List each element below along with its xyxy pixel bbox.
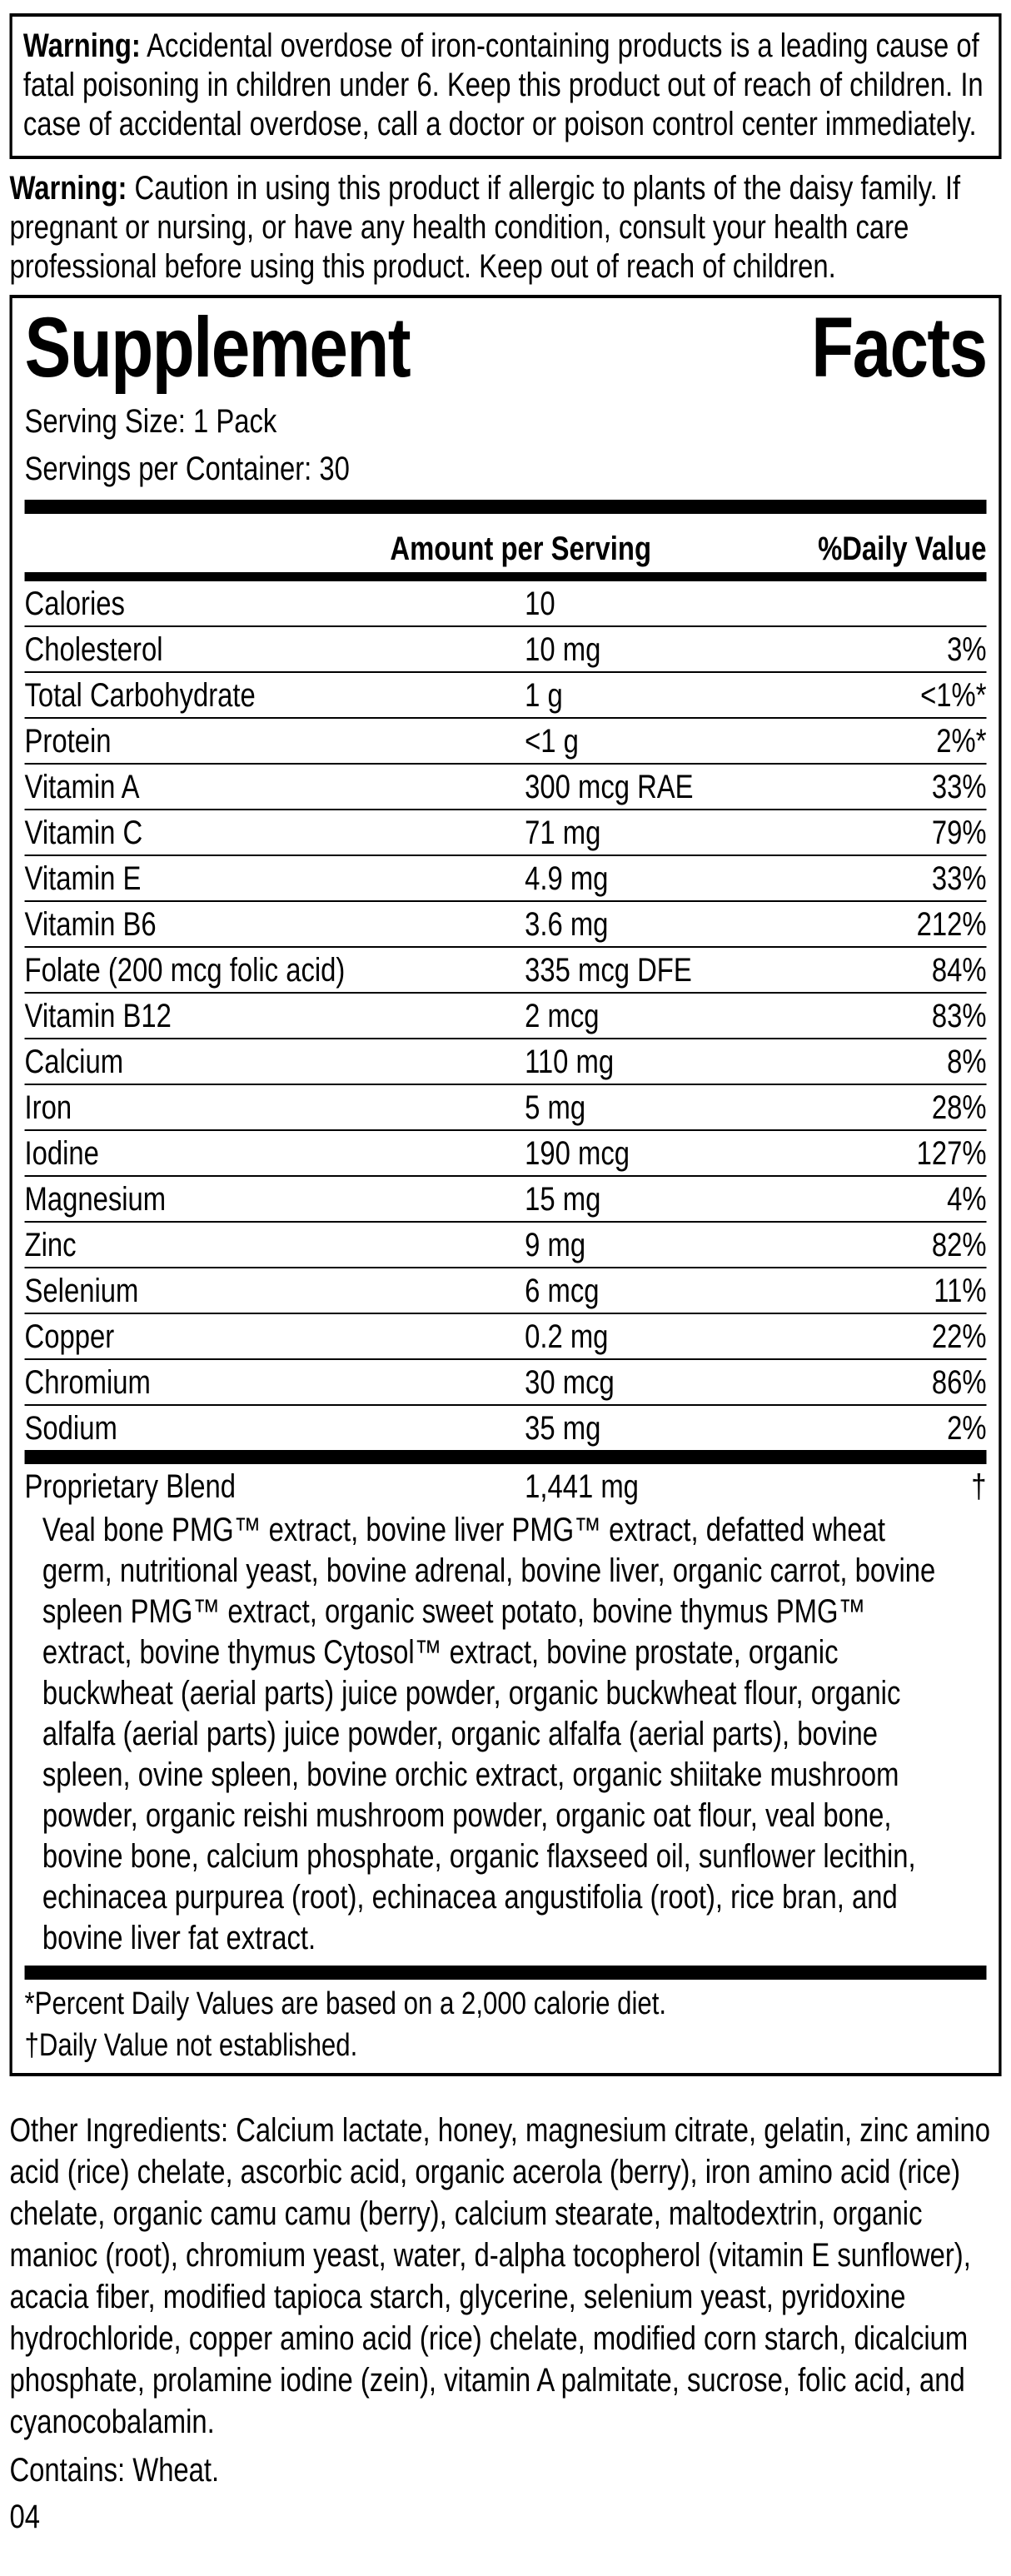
table-row [25, 994, 987, 1039]
table-row [25, 902, 987, 948]
nutrient-table [25, 581, 987, 1450]
table-row [25, 673, 987, 719]
nutrient-daily-value: 22% [931, 1318, 987, 1355]
nutrient-daily-value: 127% [916, 1135, 987, 1172]
nutrient-amount: 0.2 mg [525, 1318, 609, 1355]
divider-bar-medium [25, 572, 987, 581]
table-row [25, 1360, 987, 1406]
nutrient-daily-value: 28% [931, 1089, 987, 1126]
nutrient-daily-value: † [971, 1468, 987, 1505]
nutrient-daily-value: 8% [947, 1044, 987, 1080]
table-row [25, 719, 987, 765]
nutrient-amount: 30 mcg [525, 1364, 615, 1401]
table-row [25, 856, 987, 902]
nutrient-amount: 35 mg [525, 1410, 601, 1447]
nutrient-daily-value: 11% [934, 1273, 987, 1309]
nutrient-daily-value: 33% [931, 769, 987, 805]
nutrient-amount: 15 mg [525, 1181, 601, 1218]
divider-bar-thick [25, 1966, 987, 1980]
table-row [25, 1131, 987, 1177]
nutrient-daily-value: 2% [947, 1410, 987, 1447]
servings-per-container: Servings per Container: 30 [24, 451, 350, 487]
nutrient-name: Protein [24, 723, 112, 760]
nutrient-name: Calcium [24, 1044, 124, 1080]
nutrient-name: Iron [24, 1089, 72, 1126]
footnote-dagger: †Daily Value not established. [24, 2028, 358, 2063]
nutrient-name: Vitamin B12 [24, 998, 172, 1034]
footnote-percent-dv: *Percent Daily Values are based on a 2,000 calorie diet. [24, 1986, 667, 2021]
panel-title [25, 301, 987, 393]
daily-value-column-header: %Daily Value [818, 531, 987, 567]
nutrient-daily-value: 4% [947, 1181, 987, 1218]
table-row [25, 1223, 987, 1268]
nutrient-name: Proprietary Blend [24, 1468, 237, 1505]
table-row [25, 1177, 987, 1223]
table-column-header [25, 514, 987, 572]
nutrient-amount: 3.6 mg [525, 906, 609, 943]
nutrient-name: Iodine [24, 1135, 99, 1172]
nutrient-amount: 335 mcg DFE [525, 952, 692, 989]
amount-column-header: Amount per Serving [390, 531, 651, 567]
warning-body: Accidental overdose of iron-containing products is a leading cause of fatal poisoning in children under 6. Keep this product out of reach of children. In case of accidental overdose, call a doctor or poison control center immediately. [22, 27, 984, 142]
nutrient-amount: 5 mg [525, 1089, 586, 1126]
nutrient-daily-value: 84% [931, 952, 987, 989]
nutrient-amount: 190 mcg [525, 1135, 630, 1172]
nutrient-name: Zinc [24, 1227, 77, 1263]
nutrient-amount: 71 mg [525, 815, 601, 851]
nutrient-amount: 2 mcg [525, 998, 600, 1034]
serving-size: Serving Size: 1 Pack [24, 403, 277, 440]
panel-title-word-1: Supplement [24, 300, 410, 395]
table-row [25, 1406, 987, 1450]
nutrient-daily-value: <1%* [920, 677, 987, 714]
allergy-warning-text [9, 169, 1001, 286]
table-row [25, 1085, 987, 1131]
nutrient-amount: 1 g [525, 677, 563, 714]
nutrient-name: Copper [24, 1318, 115, 1355]
nutrient-daily-value: 212% [916, 906, 987, 943]
nutrient-name: Cholesterol [24, 631, 163, 668]
table-row [25, 810, 987, 856]
nutrient-name: Vitamin B6 [24, 906, 157, 943]
nutrient-name: Selenium [24, 1273, 139, 1309]
nutrient-daily-value: 82% [931, 1227, 987, 1263]
nutrient-daily-value: 33% [931, 860, 987, 897]
nutrient-daily-value: 2%* [936, 723, 987, 760]
nutrient-daily-value: 83% [931, 998, 987, 1034]
iron-warning-text [23, 27, 988, 144]
footnotes [25, 1980, 987, 2073]
contains-statement: Contains: Wheat. [9, 2452, 220, 2489]
panel-title-word-2: Facts [811, 300, 987, 395]
nutrient-amount: 110 mg [525, 1044, 615, 1080]
nutrient-name: Vitamin E [24, 860, 142, 897]
warning-label: Warning: [22, 27, 141, 64]
iron-warning-box [9, 13, 1001, 159]
supplement-facts-panel [9, 295, 1001, 2076]
divider-bar-thick [25, 500, 987, 514]
divider-bar-thick [25, 1450, 987, 1464]
table-row [25, 1314, 987, 1360]
nutrient-daily-value: 86% [931, 1364, 987, 1401]
nutrient-name: Chromium [24, 1364, 151, 1401]
warning-label: Warning: [9, 170, 127, 207]
table-row [25, 948, 987, 994]
table-row [25, 581, 987, 627]
table-row [25, 1039, 987, 1085]
nutrient-name: Sodium [24, 1410, 117, 1447]
nutrient-name: Magnesium [24, 1181, 167, 1218]
nutrient-daily-value: 79% [931, 815, 987, 851]
table-row [25, 627, 987, 673]
nutrient-amount: 300 mcg RAE [525, 769, 694, 805]
nutrient-amount: 9 mg [525, 1227, 586, 1263]
nutrient-name: Vitamin A [24, 769, 140, 805]
table-row [25, 765, 987, 810]
nutrient-name: Folate (200 mcg folic acid) [24, 952, 346, 989]
table-row [25, 1268, 987, 1314]
nutrient-amount: 6 mcg [525, 1273, 600, 1309]
page-code: 04 [9, 2499, 40, 2535]
other-ingredients: Other Ingredients: Calcium lactate, honey, magnesium citrate, gelatin, zinc amino acid (rice) chelate, ascorbic acid, organic acerola (berry), iron amino acid (rice) chelate, organic camu camu (berry), calcium stearate, maltodextrin, organic manioc (root), chromium yeast, water, d-alpha tocopherol (vitamin E sunflower), acacia fiber, modified tapioca starch, glycerine, selenium yeast, pyridoxine hydrochloride, copper amino acid (rice) chelate, modified corn starch, dicalcium phosphate, prolamine iodine (zein), vitamin A palmitate, sucrose, folic acid, and cyanocobalamin. [9, 2112, 991, 2440]
proprietary-blend-ingredients: Veal bone PMG™ extract, bovine liver PMG™ extract, defatted wheat germ, nutritional yeast, bovine adrenal, bovine liver, organic carrot, bovine spleen PMG™ extract, organic sweet potato, bovine thymus PMG™ extract, bovine thymus Cytosol™ extract, bovine prostate, organic buckwheat (aerial parts) juice powder, organic buckwheat flour, organic alfalfa (aerial parts) juice powder, organic alfalfa (aerial parts), bovine spleen, ovine spleen, bovine orchic extract, organic shiitake mushroom powder, organic reishi mushroom powder, organic oat flour, veal bone, bovine bone, calcium phosphate, organic flaxseed oil, sunflower lecithin, echinacea purpurea (root), echinacea angustifolia (root), rice bran, and bovine liver fat extract. [42, 1512, 936, 1956]
nutrient-name: Calories [24, 585, 125, 622]
nutrient-amount: <1 g [525, 723, 579, 760]
warning-body: Caution in using this product if allergic to plants of the daisy family. If pregnant or nursing, or have any health condition, consult your health care professional before using this product. Keep out of reach of children. [9, 170, 961, 285]
nutrient-amount: 1,441 mg [525, 1468, 639, 1505]
nutrient-daily-value: 3% [947, 631, 987, 668]
nutrient-amount: 4.9 mg [525, 860, 609, 897]
nutrient-name: Total Carbohydrate [24, 677, 256, 714]
table-row-proprietary-blend [25, 1464, 987, 1508]
nutrient-amount: 10 [525, 585, 555, 622]
nutrient-amount: 10 mg [525, 631, 601, 668]
nutrient-name: Vitamin C [24, 815, 143, 851]
